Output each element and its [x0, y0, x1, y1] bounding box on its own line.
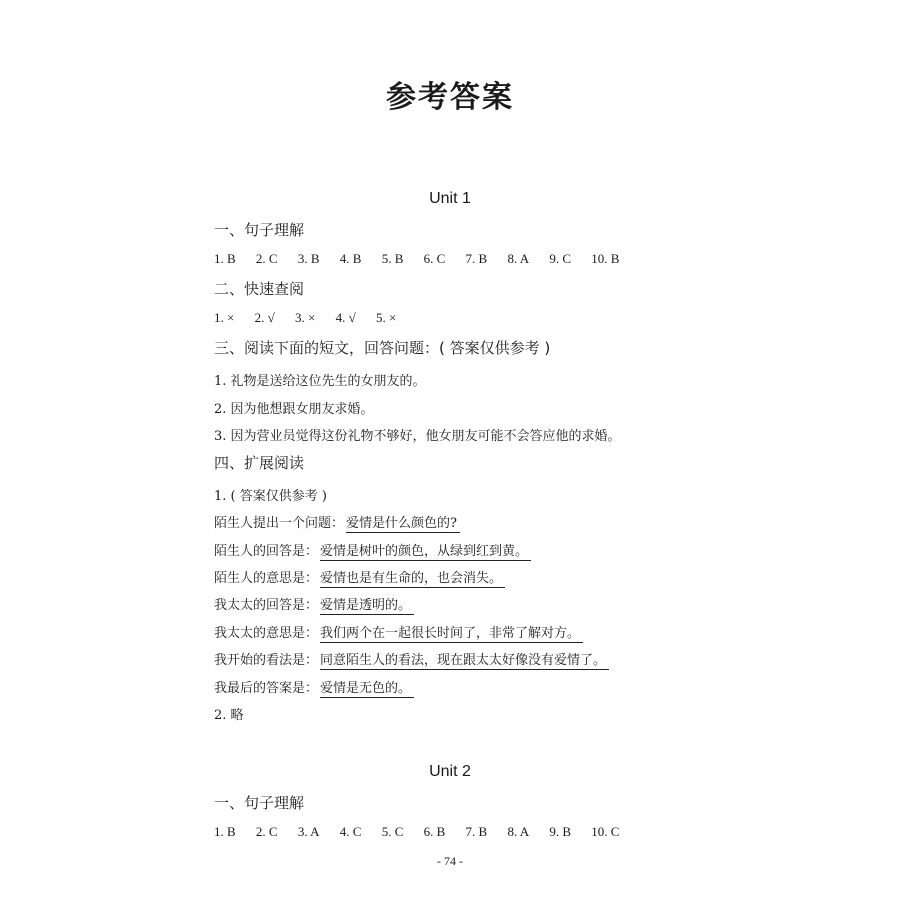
fill-answer: 我们两个在一起很长时间了，非常了解对方。	[320, 622, 583, 643]
fill-row	[214, 649, 609, 670]
unit1-section4-note: 1. ( 答案仅供参考 )	[214, 489, 327, 504]
unit-1-title: Unit 1	[429, 190, 471, 207]
answer-item: 10. B	[591, 251, 620, 266]
answer-item: 8. A	[507, 824, 530, 839]
fill-answer: 爱情是无色的。	[320, 677, 414, 698]
answer-item: 2. C	[255, 251, 278, 266]
answer-item: 4. √	[335, 310, 356, 325]
unit1-section4-heading: 四、扩展阅读	[214, 454, 305, 472]
answer-item: 9. B	[549, 824, 572, 839]
unit1-section1-answers	[214, 251, 636, 267]
fill-answer: 爱情也是有生命的，也会消失。	[320, 567, 505, 588]
answer-item: 5. C	[381, 824, 404, 839]
answer-item: 7. B	[465, 251, 488, 266]
unit2-section1-heading: 一、句子理解	[214, 794, 305, 812]
page-number: - 74 -	[437, 854, 463, 868]
unit1-section3-answer-3: 3. 因为营业员觉得这份礼物不够好，他女朋友可能不会答应他的求婚。	[214, 429, 621, 444]
fill-row	[214, 512, 460, 533]
fill-answer: 同意陌生人的看法，现在跟太太好像没有爱情了。	[320, 649, 609, 670]
unit1-section4-last: 2. 略	[214, 708, 244, 723]
answer-item: 6. B	[423, 824, 446, 839]
fill-prompt: 我开始的看法是：	[214, 653, 319, 668]
answer-item: 10. C	[591, 824, 620, 839]
answer-item: 3. B	[297, 251, 320, 266]
unit1-section3-answer-2: 2. 因为他想跟女朋友求婚。	[214, 402, 374, 417]
unit1-section1-heading: 一、句子理解	[214, 221, 305, 239]
fill-prompt: 陌生人的意思是：	[214, 571, 319, 586]
fill-answer: 爱情是透明的。	[320, 594, 414, 615]
answer-item: 8. A	[507, 251, 530, 266]
answer-item: 4. C	[339, 824, 362, 839]
unit1-section3-answer-1: 1. 礼物是送给这位先生的女朋友的。	[214, 374, 426, 389]
answer-item: 4. B	[339, 251, 362, 266]
unit-2-title: Unit 2	[429, 763, 471, 780]
answer-item: 2. C	[255, 824, 278, 839]
answer-item: 7. B	[465, 824, 488, 839]
answer-item: 5. ×	[375, 310, 397, 325]
answer-item: 3. A	[297, 824, 320, 839]
answer-item: 1. B	[214, 824, 236, 839]
fill-answer: 爱情是什么颜色的?	[346, 512, 460, 533]
fill-prompt: 陌生人的回答是：	[214, 544, 319, 559]
fill-row	[214, 594, 414, 615]
fill-answer: 爱情是树叶的颜色，从绿到红到黄。	[320, 540, 531, 561]
page-title: 参考答案	[386, 80, 514, 115]
fill-prompt: 我太太的回答是：	[214, 598, 319, 613]
fill-row	[214, 540, 531, 561]
answer-item: 6. C	[423, 251, 446, 266]
answer-item: 5. B	[381, 251, 404, 266]
fill-row	[214, 567, 505, 588]
unit1-section2-heading: 二、快速查阅	[214, 280, 305, 298]
fill-row	[214, 677, 414, 698]
fill-prompt: 我最后的答案是：	[214, 681, 319, 696]
unit1-section3-heading: 三、阅读下面的短文，回答问题：( 答案仅供参考 )	[214, 339, 551, 357]
unit2-section1-answers	[214, 824, 636, 840]
answer-item: 9. C	[549, 251, 572, 266]
answer-item: 2. √	[254, 310, 275, 325]
answer-item: 3. ×	[294, 310, 316, 325]
answer-item: 1. ×	[214, 310, 235, 325]
fill-prompt: 我太太的意思是：	[214, 626, 319, 641]
unit1-section2-answers	[214, 310, 413, 326]
answer-item: 1. B	[214, 251, 236, 266]
fill-row	[214, 622, 583, 643]
fill-prompt: 陌生人提出一个问题：	[214, 516, 345, 531]
